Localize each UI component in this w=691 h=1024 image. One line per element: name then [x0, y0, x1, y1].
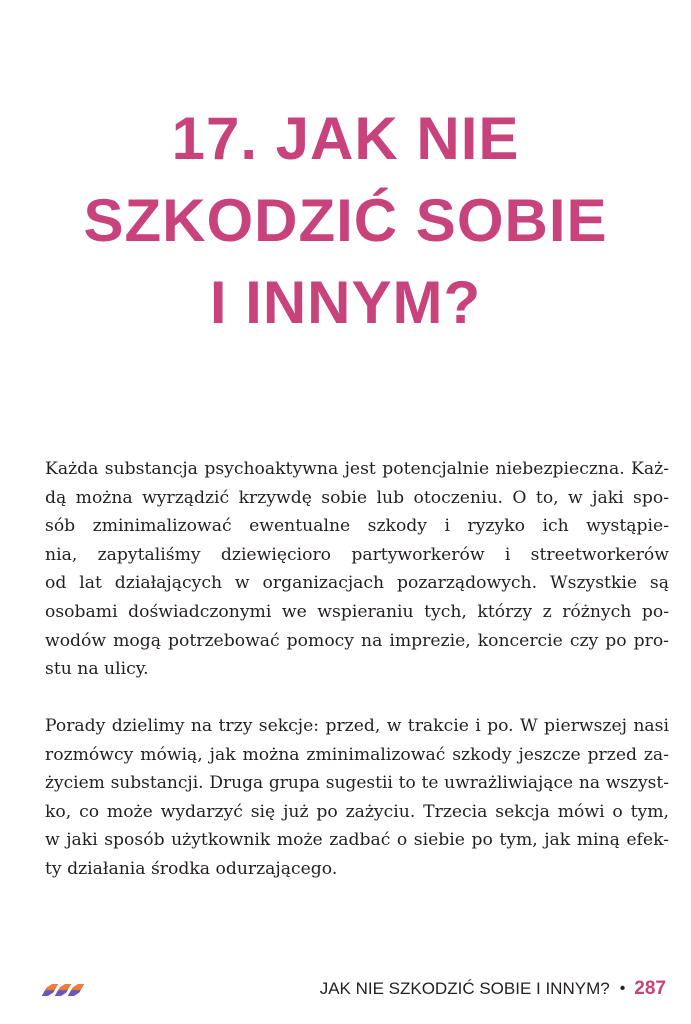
text-line: życiem substancji. Druga grupa sugestii to te uwrażliwiające na wszyst-: [45, 773, 669, 794]
paragraph-intro: [45, 455, 669, 684]
running-title: JAK NIE SZKODZIĆ SOBIE I INNYM?: [319, 979, 610, 998]
text-line: sób zminimalizować ewentualne szkody i ryzyko ich wystąpie-: [45, 516, 669, 537]
text-line: ko, co może wydarzyć się już po zażyciu. Trzecia sekcja mówi o tym,: [45, 801, 669, 822]
text-line: Porady dzielimy na trzy sekcje: przed, w trakcie i po. W pierwszej nasi: [45, 716, 669, 736]
text-line: stu na ulicy.: [45, 659, 149, 680]
text-line: Każda substancja psychoaktywna jest potencjalnie niebezpieczna. Każ-: [45, 459, 669, 479]
text-line: w jaki sposób użytkownik może zadbać o siebie po tym, jak miną efek-: [45, 830, 669, 851]
text-line: ty działania środka odurzającego.: [45, 858, 338, 879]
chapter-title-line: I INNYM?: [209, 269, 482, 336]
page-number: 287: [634, 978, 666, 999]
chapter-title: [0, 98, 691, 344]
footer-bullet: •: [619, 980, 626, 997]
paragraph-sections: [45, 712, 669, 884]
chevron-triple-icon: [45, 984, 85, 998]
text-line: wodów mogą potrzebować pomocy na imprezie, koncercie czy po pro-: [45, 630, 669, 651]
text-line: dą można wyrządzić krzywdę sobie lub otoczeniu. O to, w jaki spo-: [45, 487, 669, 508]
text-line: od lat działających w organizacjach pozarządowych. Wszystkie są: [45, 573, 669, 594]
chapter-title-line: 17. JAK NIE: [171, 105, 520, 172]
text-line: nia, zapytaliśmy dziewięcioro partyworkerów i streetworkerów: [45, 544, 669, 565]
text-line: osobami doświadczonymi we wspieraniu tych, którzy z różnych po-: [45, 601, 669, 622]
page-footer: [320, 978, 666, 1000]
chapter-title-line: SZKODZIĆ SOBIE: [83, 187, 608, 254]
text-line: rozmówcy mówią, jak można zminimalizować szkody jeszcze przed za-: [45, 744, 669, 765]
